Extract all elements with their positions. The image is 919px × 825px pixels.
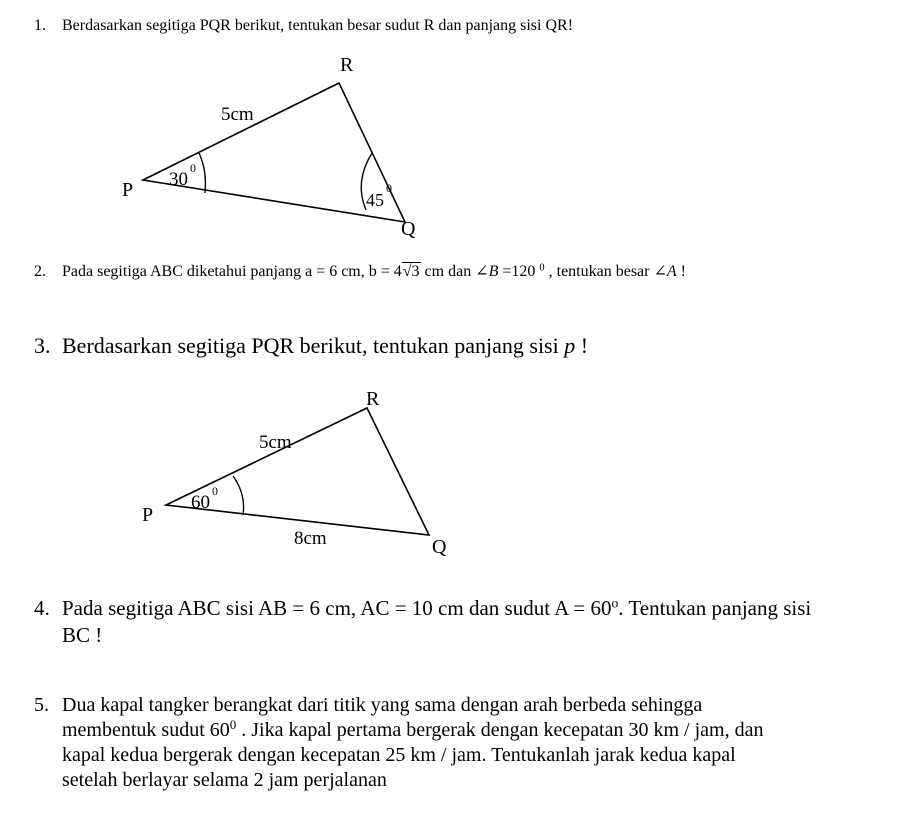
vertex-label-p-2: P — [142, 504, 154, 526]
angle-label-p-2: 60 — [191, 492, 210, 513]
side-label-pr-2: 5cm — [259, 432, 292, 453]
question-2 — [34, 261, 686, 281]
question-text-line-2-post: . Jika kapal pertama bergerak dengan kecepatan 30 km / jam, dan — [236, 719, 764, 741]
question-number: 5. — [34, 694, 49, 716]
triangle-pqr-2 — [166, 408, 429, 535]
angle-label-p: 30 — [169, 169, 188, 190]
sqrt-radicand: √3 — [402, 263, 420, 280]
question-number: 4. — [34, 596, 50, 620]
side-label-pr: 5cm — [221, 104, 254, 125]
question-text: Berdasarkan segitiga PQR berikut, tentukan besar sudut R dan panjang sisi QR! — [62, 17, 574, 34]
question-text-post: . Tentukan panjang sisi — [618, 596, 812, 620]
angle-label-q: 45 — [366, 190, 384, 210]
question-text-post: , tentukan besar — [544, 263, 654, 280]
degree-mark: o — [611, 595, 619, 611]
question-number: 2. — [34, 263, 46, 280]
question-3 — [34, 333, 588, 359]
side-variable: p — [564, 333, 576, 358]
vertex-label-r: R — [340, 54, 354, 76]
question-text-pre: Pada segitiga ABC diketahui panjang a = 6 cm, b = 4 — [62, 263, 402, 280]
question-text-eq: =120 — [498, 263, 540, 280]
question-text-line-4: setelah berlayar selama 2 jam perjalanan — [62, 769, 387, 791]
question-4 — [34, 595, 811, 649]
vertex-label-q-2: Q — [432, 536, 447, 558]
question-text: Berdasarkan segitiga PQR berikut, tentukan panjang sisi — [62, 333, 565, 358]
degree-mark-p: 0 — [190, 161, 196, 175]
question-text-pre: Pada segitiga ABC sisi AB = 6 cm, AC = 10 cm dan sudut A = 60 — [62, 596, 612, 620]
degree-mark: 0 — [539, 262, 545, 274]
degree-mark-p-2: 0 — [212, 484, 218, 498]
question-number: 1. — [34, 17, 46, 34]
degree-mark-q: 0 — [386, 181, 392, 195]
side-label-pq-2: 8cm — [294, 528, 327, 549]
question-5 — [34, 693, 763, 793]
vertex-label-r-2: R — [366, 388, 380, 410]
angle-a: ∠A — [653, 263, 677, 280]
question-text-line-1: Dua kapal tangker berangkat dari titik yang sama dengan arah berbeda sehingga — [62, 694, 703, 716]
angle-arc-p — [199, 153, 205, 193]
question-text-line-3: kapal kedua bergerak dengan kecepatan 25 km / jam. Tentukanlah jarak kedua kapal — [62, 744, 736, 766]
question-text-mid: cm dan — [420, 263, 476, 280]
vertex-label-p: P — [122, 179, 134, 201]
question-text-line-2: BC ! — [62, 623, 103, 647]
question-text-end: ! — [676, 263, 686, 280]
vertex-label-q: Q — [401, 218, 416, 240]
question-number: 3. — [34, 333, 51, 358]
angle-b: ∠B — [475, 263, 499, 280]
angle-arc-p-2 — [233, 476, 244, 515]
degree-mark: 0 — [229, 716, 237, 732]
question-text-line-2-pre: membentuk sudut 60 — [62, 719, 230, 741]
question-text-end: ! — [575, 333, 589, 358]
